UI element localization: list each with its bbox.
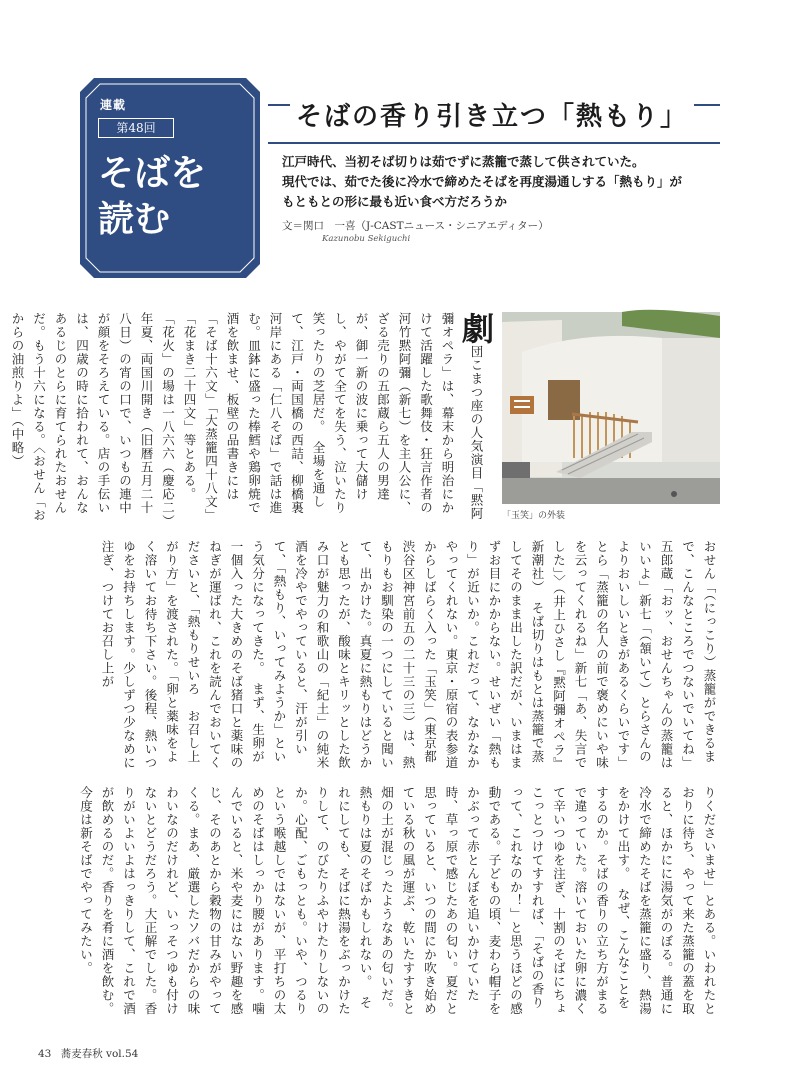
body-text-lower-left: りくださいませ」とある。いわれたとおりに待ち、やって来た蒸籠の蓋を取ると、ほかにに湯気がのぼる。普通に冷水で締めたそばを蒸籠に盛り、熱湯をかけて出す。 なぜ、こんなことをするのか。そばの香りの立ち方がまるで違っていた。溶いておいた卵に濃くて辛いつゆを注ぎ、十割のそばにちょこっとつけてすすれば、「そばの香りって、これなのか！」と思うほどの感動である。子どもの頃、麦わら帽子をかぶって赤とんぼを追いかけていた時、草っ原で感じたあの匂い。夏だと思っていると、いつの間にか吹き始めている秋の風が運ぶ、乾いたすすきと畑の土が混じったようなあの匂いだ。熱もりは夏のそばかもしれない。 それにしても、そばに熱湯をぶっかけたりして、のびたりふやけたりしないのか。心配、ごもっとも。いや、つるりという喉越しではないが、平打ちの太めのそばはしっかり腰があります。噛んでいると、米や麦にはない野趣を感じ、そのあとから穀物の甘みがやってくる。まあ、厳選したソバだからの味わいなのだけれど、いっそつゆも付けないとどうだろう。大正解でした。香りがいよいよはっきりして、これで酒が飲めるのだ。香りを肴に酒を飲む。今度は新そばでやってみたい。 xyxy=(78,786,717,1016)
issue-number: 第48回 xyxy=(98,118,174,138)
article-lead xyxy=(282,152,722,212)
body-text-upper: 団こまつ座の人気演目「黙阿彌オペラ」は、幕末から明治にかけて活躍した歌舞伎・狂言作者の河竹黙阿彌（新七）を主人公に、ざる売りの五郎蔵ら五人の男達が、御一新の波に乗って大儲けし、やがて全てを失う、泣いたり笑ったりの芝居だ。 全場を通して、江戸・両国橋の西詰、柳橋裏河岸にある「仁八そば」で話は進む。皿鉢に盛った棒鱈や鶏卵焼で酒を飲ませ、板壁の品書きには「そば十六文」「大蒸籠四十八文」「花まき二十四文」等とある。 「花火」の場は一八六六（慶応二）年夏、両国川開き（旧暦五月二十八日）の宵の口で、いつもの連中が顔をそろえている。店の手伝いは、四歳の時に拾われて、おんなあるじのとらに育てられたおせんだ。もう十六になる。〈おせん「おからの油煎りよ」（中略） xyxy=(10,312,484,522)
lead-line: もともとの形に最も近い食べ方だろうか xyxy=(282,194,508,209)
title-rule-bottom xyxy=(268,142,720,144)
body-column-upper xyxy=(10,312,495,522)
article-title: そばの香り引き立つ「熱もり」 xyxy=(290,96,694,133)
series-title: そばを 読む xyxy=(98,152,207,240)
shop-exterior-photo xyxy=(502,312,720,504)
dropcap: 劇 xyxy=(457,312,495,345)
body-text-lower-right: おせん「（にっこり）蒸籠ができるまで、こんなところでつないでいてね」五郎蔵「おッ、おせんちゃんの蒸籠はいいよ」新七「（頷いて）とらさんのよりおいしいときがあるくらいです」とら「蒸籠の名人の前で褒めにいや味を云ってくれるね」新七「あ、失言でした」〉（井上ひさし『黙阿彌オペラ』新潮社） そば切りはもとは蒸籠で蒸してそのまま出した訳だが、いまはまずお目にかからない。せいぜい「熱もり」が近いか。これだって、なかなかやってくれない。東京・原宿の表参道からしばらく入った「玉笑」（東京都渋谷区神宮前五の二十三の三）は、熱もりもお馴染の一つにしていると聞いて、出かけた。真夏に熱もりはどうかとも思ったが、酸味とキリッとした飲み口が魅力の和歌山の「紀土」の純米酒を冷やでやっていると、汗が引いて、「熱もり、いってみようか」という気分になってきた。 まず、生卵が一個入った大きめのそば猪口と薬味のねぎが運ばれ、これを読んでおいてくださいと、「熱もりせいろ お召し上がり方」を渡された。「卵と薬味をよく溶いてお待ち下さい。後程、熱いつゆをお持ちします。少しずつ少なめに注ぎ、つけてお召し上が xyxy=(100,540,717,771)
body-column-lower-right xyxy=(76,540,720,772)
body-column-lower-left xyxy=(76,786,720,1022)
photo-caption: 「玉笑」の外装 xyxy=(502,511,566,521)
magazine-name: 蕎麦春秋 vol.54 xyxy=(60,1048,139,1060)
lead-line: 江戸時代、当初そば切りは茹でずに蒸籠で蒸して供されていた。 xyxy=(282,154,645,169)
byline-roman: Kazunobu Sekiguchi xyxy=(322,234,411,244)
series-label: 連載 xyxy=(100,98,127,112)
lead-line: 現代では、茹でた後に冷水で締めたそばを再度湯通しする「熱もり」が xyxy=(282,174,683,189)
page-number: 43 xyxy=(38,1048,52,1060)
byline: 文＝関口 一喜（J-CASTニュース・シニアエディター） xyxy=(282,220,549,232)
page-footer xyxy=(38,1046,138,1061)
